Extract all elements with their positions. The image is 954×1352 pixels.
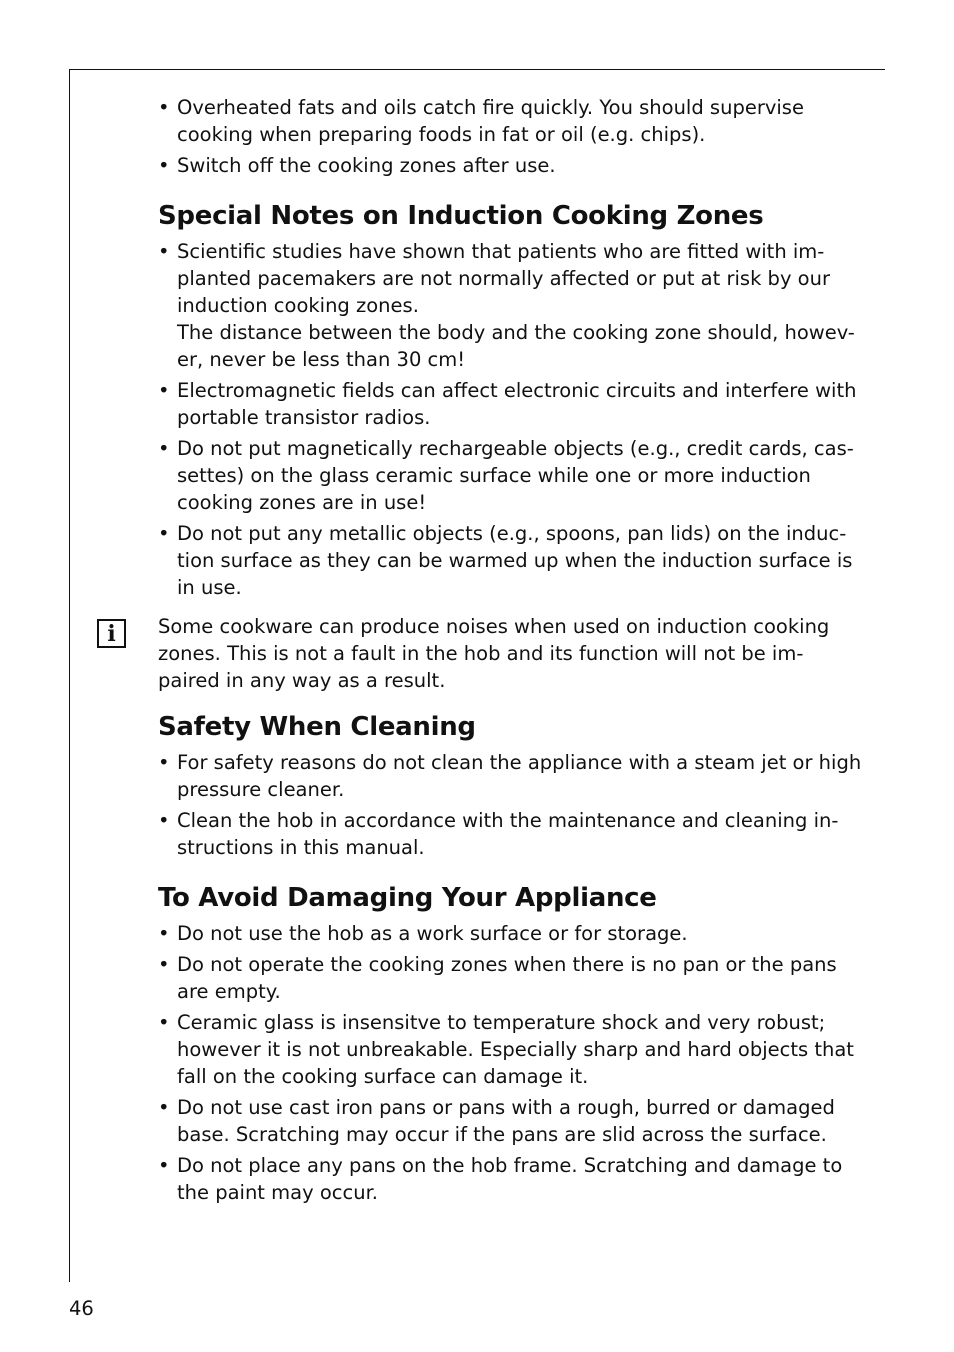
page-number: 46 <box>69 1297 94 1320</box>
list-item: • Do not put any metallic objects (e.g., spoons, pan lids) on the induc- tion surface as they can be warmed up when the induction surface is in use. <box>158 520 862 601</box>
list-item: • Scientific studies have shown that patients who are fitted with im- planted pacemakers are not normally affected or put at risk by our induction cooking zones. The distance between the body and the cooking zone should, howev- er, never be less than 30 cm! <box>158 238 862 373</box>
list-item: • Switch off the cooking zones after use. <box>158 152 862 179</box>
list-item: • Overheated fats and oils catch fire quickly. You should supervise cooking when preparing foods in fat or oil (e.g. chips). <box>158 94 862 148</box>
cleaning-bullet-list <box>158 749 862 861</box>
induction-bullet-list <box>158 238 862 601</box>
info-note <box>107 613 862 694</box>
list-item: • Electromagnetic fields can affect electronic circuits and interfere with portable transistor radios. <box>158 377 862 431</box>
list-item-continuation: The distance between the body and the cooking zone should, howev- er, never be less than 30 cm! <box>177 321 855 371</box>
list-item: • Do not place any pans on the hob frame. Scratching and damage to the paint may occur. <box>158 1152 862 1206</box>
damage-section-heading: To Avoid Damaging Your Appliance <box>158 883 657 913</box>
list-item: • Do not put magnetically rechargeable objects (e.g., credit cards, cas- settes) on the glass ceramic surface while one or more induction cooking zones are in use! <box>158 435 862 516</box>
left-border-rule <box>69 69 70 1282</box>
list-item: • For safety reasons do not clean the appliance with a steam jet or high pressure cleaner. <box>158 749 862 803</box>
list-item: • Do not use cast iron pans or pans with a rough, burred or damaged base. Scratching may occur if the pans are slid across the surface. <box>158 1094 862 1148</box>
list-item: • Ceramic glass is insensitve to temperature shock and very robust; however it is not unbreakable. Especially sharp and hard objects that fall on the cooking surface can damage it. <box>158 1009 862 1090</box>
info-icon: i <box>97 619 126 648</box>
induction-section-heading: Special Notes on Induction Cooking Zones <box>158 201 764 231</box>
cleaning-section-heading: Safety When Cleaning <box>158 712 476 742</box>
list-item: • Do not operate the cooking zones when there is no pan or the pans are empty. <box>158 951 862 1005</box>
damage-bullet-list <box>158 920 862 1206</box>
info-note-text: Some cookware can produce noises when used on induction cooking zones. This is not a fault in the hob and its function will not be im- paired in any way as a result. <box>158 615 830 692</box>
page-content <box>107 94 862 1210</box>
list-item: • Clean the hob in accordance with the maintenance and cleaning in- structions in this manual. <box>158 807 862 861</box>
intro-bullet-list <box>158 94 862 179</box>
top-border-rule <box>69 69 885 70</box>
list-item: • Do not use the hob as a work surface or for storage. <box>158 920 862 947</box>
